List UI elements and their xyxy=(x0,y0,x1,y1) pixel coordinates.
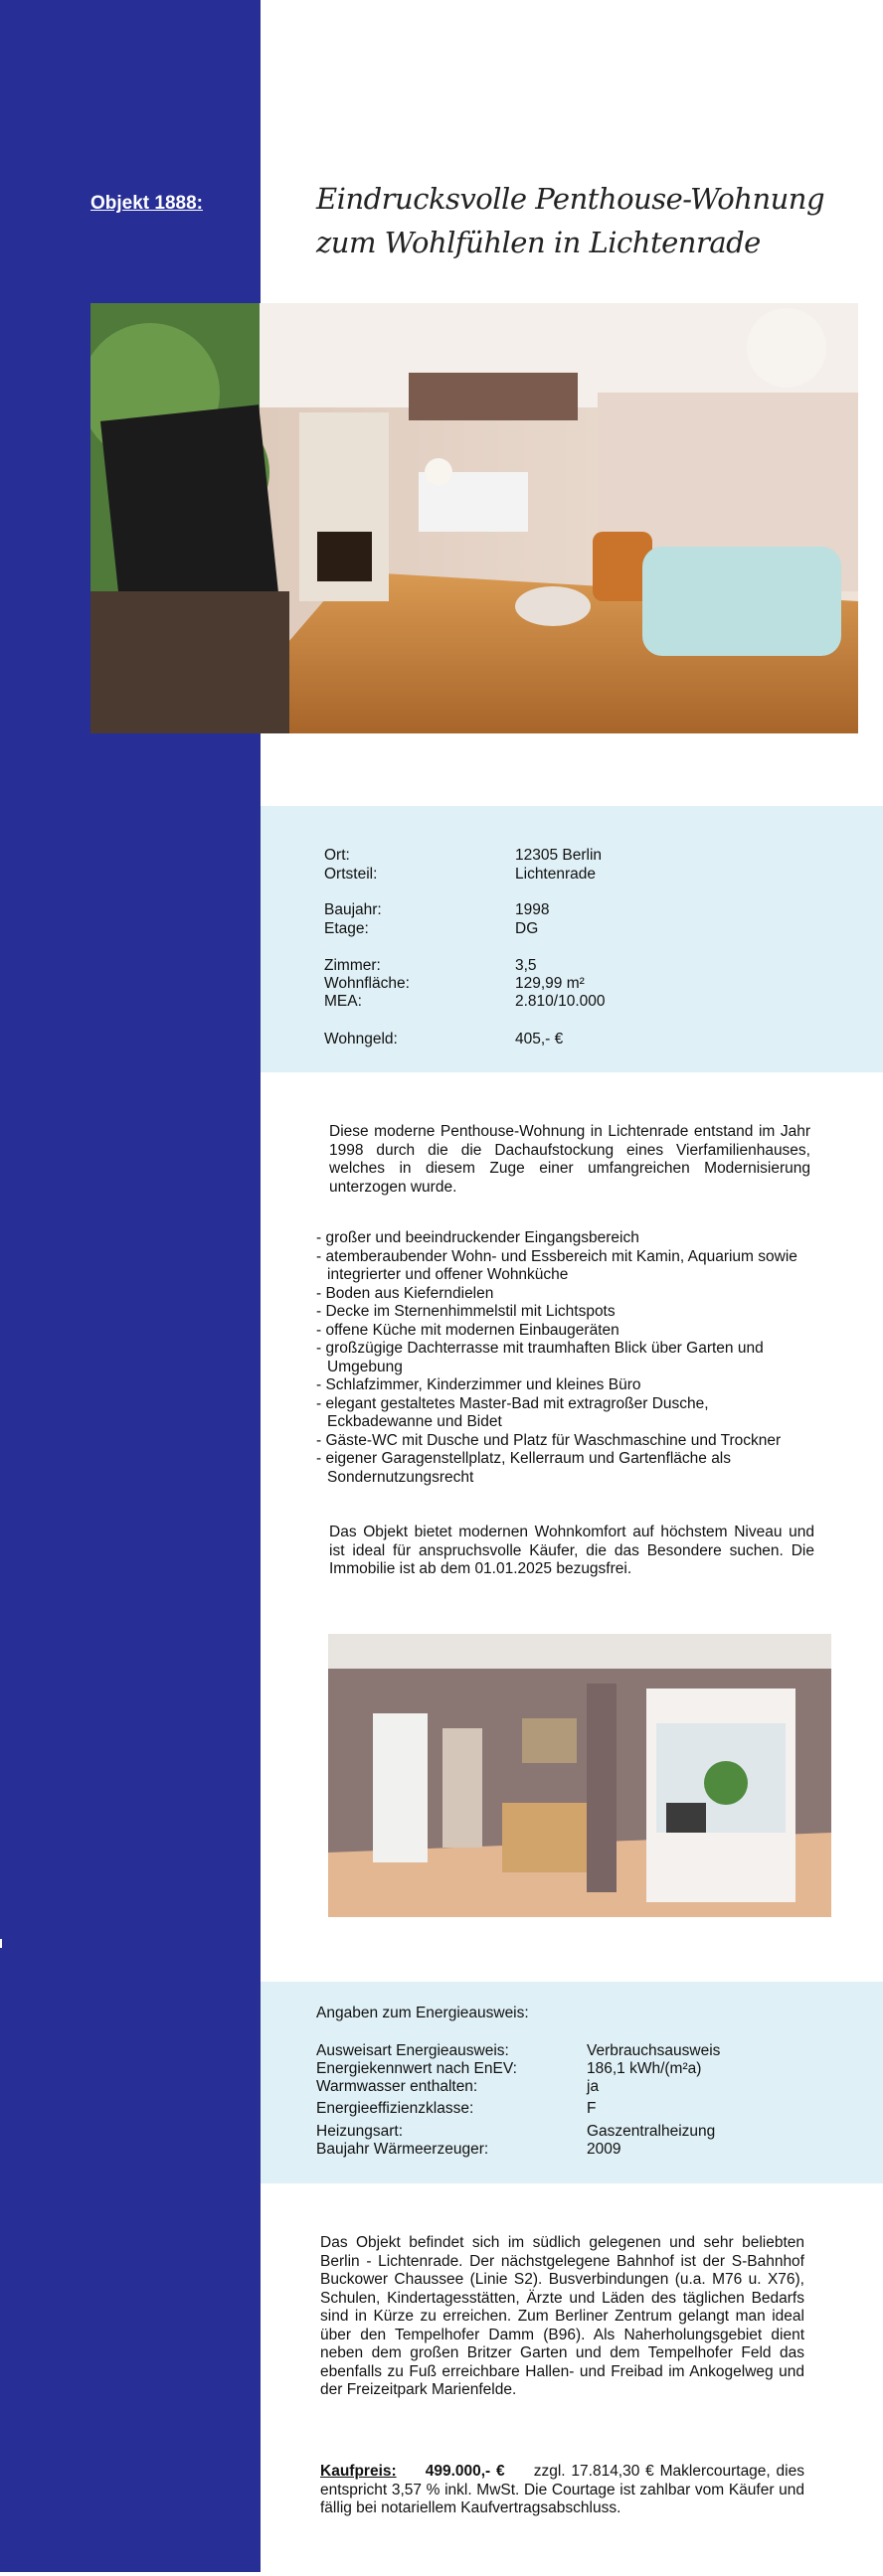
list-item: - elegant gestaltetes Master-Bad mit extragroßer Dusche, Eckbadewanne und Bidet xyxy=(316,1394,709,1430)
list-item: - großzügige Dachterrasse mit traumhaften Blick über Garten und Umgebung xyxy=(316,1340,764,1375)
list-item: - Decke im Sternenhimmelstil mit Lichtspots xyxy=(316,1303,616,1320)
object-number: Objekt 1888: xyxy=(90,193,203,214)
page-title xyxy=(316,177,824,264)
feature-list xyxy=(316,1229,813,1487)
list-item: - eigener Garagenstellplatz, Kellerraum und Gartenfläche als Sondernutzungsrecht xyxy=(316,1450,732,1486)
list-item: - großer und beeindruckender Eingangsbereich xyxy=(316,1229,639,1246)
location-paragraph: Das Objekt befindet sich im südlich gelegenen und sehr beliebten Berlin - Lichtenrade. Der nächstgelegene Bahnhof ist der S-Bahnhof Buckower Chaussee (Linie S2). Busverbindungen (u.a. M76 u. X76), Schulen, Kindertagesstätten, Ärzte und Läden des täglichen Bedarfs sind in Kürze zu erreichen. Zum Berliner Zentrum gelangt man ideal über den Tempelhofer Damm (B96). Als Naherholungsgebiet dient neben dem großen Britzer Garten und dem Tempelhofer Feld das ebenfalls zu Fuß erreichbare Hallen- und Freibad im Ankogelweg und der Freizeitpark Marienfelde. xyxy=(320,2234,804,2398)
price-paragraph xyxy=(320,2463,804,2518)
list-item: - Gäste-WC mit Dusche und Platz für Waschmaschine und Trockner xyxy=(316,1431,782,1449)
sidebar-mark xyxy=(0,1939,2,1948)
price-amount: 499.000,- € xyxy=(425,2463,505,2480)
list-item: - atemberaubender Wohn- und Essbereich mit Kamin, Aquarium sowie integrierter und offener Wohnküche xyxy=(316,1247,797,1283)
title-line-2: zum Wohlfühlen in Lichtenrade xyxy=(316,226,761,259)
hallway-photo xyxy=(328,1634,831,1917)
list-item: - Schlafzimmer, Kinderzimmer und kleines Büro xyxy=(316,1376,641,1393)
list-item: - Boden aus Kieferndielen xyxy=(316,1284,494,1302)
summary-paragraph: Das Objekt bietet modernen Wohnkomfort auf höchstem Niveau und ist ideal für anspruchsvolle Käufer, die das Besondere suchen. Die Immobilie ist ab dem 01.01.2025 bezugsfrei. xyxy=(329,1524,814,1577)
price-label: Kaufpreis: xyxy=(320,2463,397,2480)
list-item: - offene Küche mit modernen Einbaugeräten xyxy=(316,1321,619,1339)
intro-paragraph: Diese moderne Penthouse-Wohnung in Lichtenrade entstand im Jahr 1998 durch die die Dachaufstockung eines Vierfamilienhauses, welches in diesem Zuge einer umfangreichen Modernisierung unterzogen wurde. xyxy=(329,1123,810,1196)
title-line-1: Eindrucksvolle Penthouse-Wohnung xyxy=(316,182,825,216)
living-room-photo xyxy=(90,303,858,733)
price-text: zzgl. 17.814,30 € Maklercourtage, dies entspricht 3,57 % inkl. MwSt. Die Courtage ist zahlbar vom Käufer und fällig bei notariellem Kaufvertragsabschluss. xyxy=(320,2463,804,2516)
